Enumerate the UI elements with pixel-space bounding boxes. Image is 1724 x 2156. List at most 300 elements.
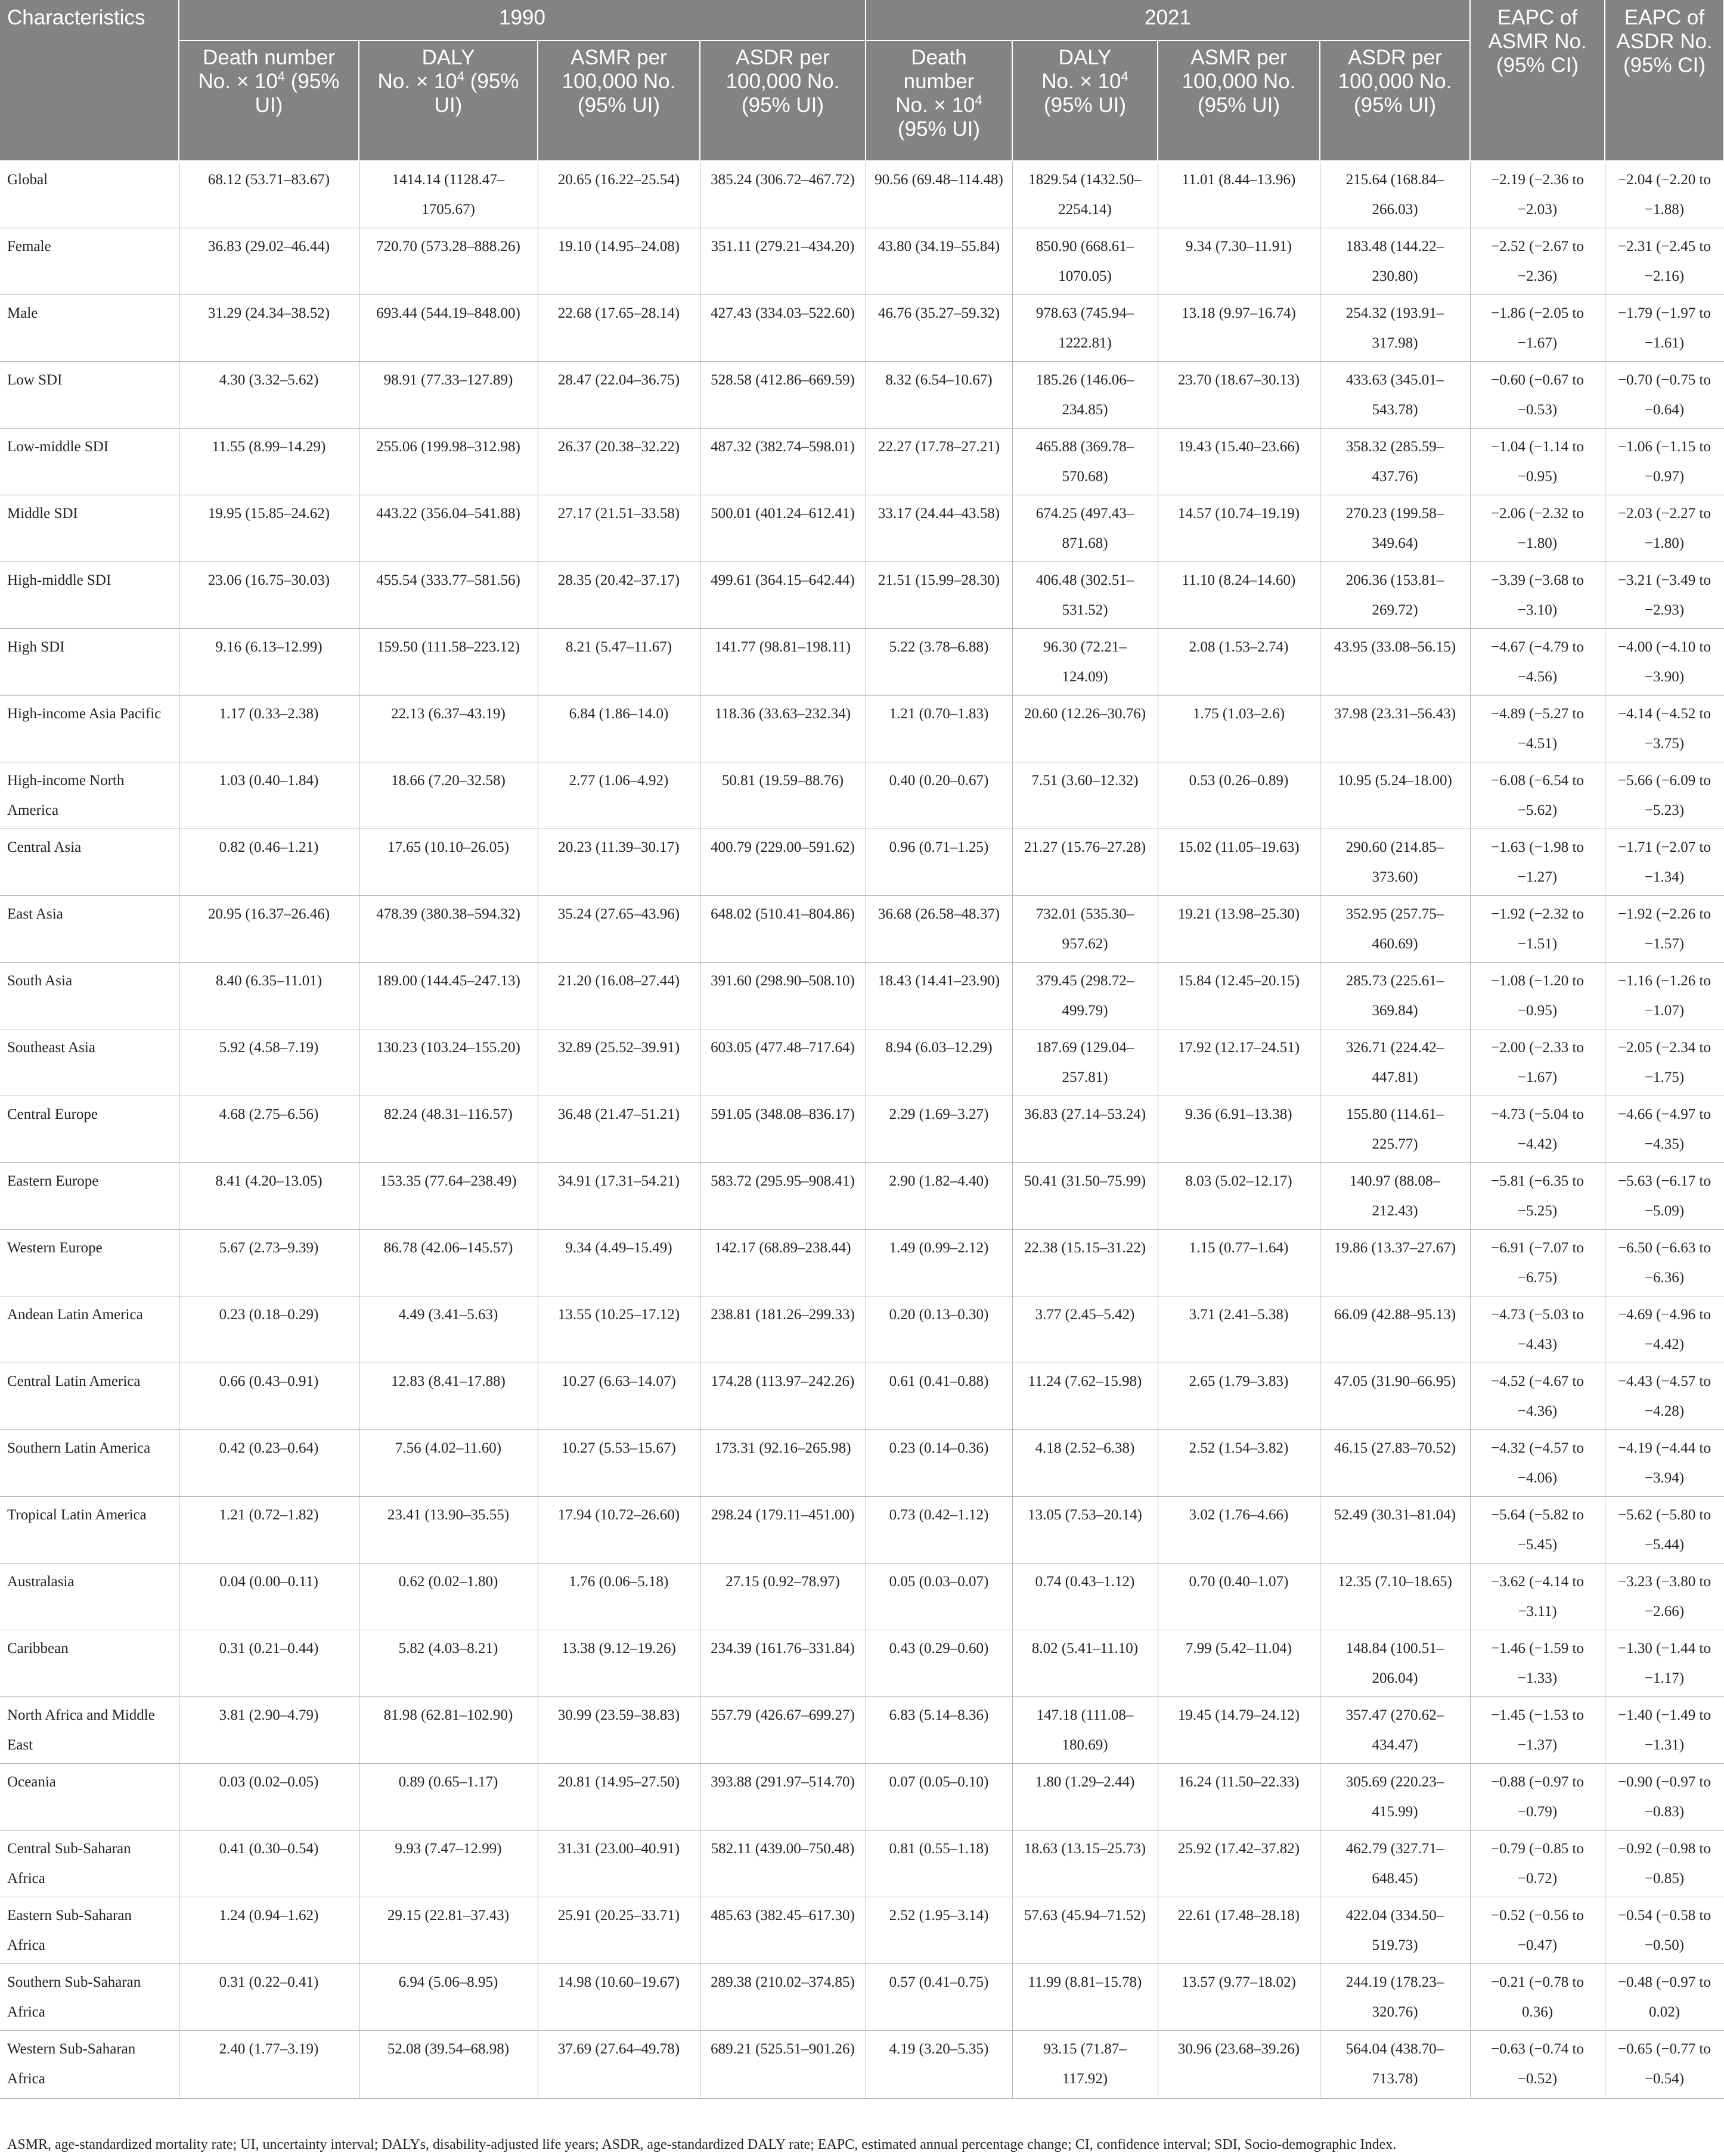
cell-asdr-1990: 351.11 (279.21–434.20) [700, 228, 866, 294]
table-row [0, 1429, 1724, 1496]
header-daly-2021: DALY No. × $10^4$ (95% UI) [1012, 41, 1158, 161]
cell-death-1990: 0.31 (0.22–0.41) [179, 1963, 359, 2030]
cell-asdr-1990: 27.15 (0.92–78.97) [700, 1563, 866, 1630]
cell-death-1990: 3.81 (2.90–4.79) [179, 1696, 359, 1763]
cell-eapc-asdr: −4.14 (−4.52 to −3.75) [1605, 695, 1724, 762]
table-header [0, 0, 1724, 161]
cell-asdr-2021: 37.98 (23.31–56.43) [1320, 695, 1470, 762]
cell-daly-1990: 478.39 (380.38–594.32) [359, 895, 538, 962]
cell-asmr-2021: 2.08 (1.53–2.74) [1158, 628, 1320, 695]
cell-asdr-1990: 142.17 (68.89–238.44) [700, 1229, 866, 1296]
cell-asmr-2021: 1.75 (1.03–2.6) [1158, 695, 1320, 762]
cell-asdr-1990: 485.63 (382.45–617.30) [700, 1897, 866, 1963]
cell-death-1990: 4.30 (3.32–5.62) [179, 361, 359, 428]
cell-death-2021: 6.83 (5.14–8.36) [866, 1696, 1012, 1763]
row-characteristic: Western Sub-Saharan Africa [0, 2030, 179, 2098]
cell-eapc-asmr: −1.45 (−1.53 to −1.37) [1470, 1696, 1605, 1763]
cell-daly-2021: 1829.54 (1432.50–2254.14) [1012, 161, 1158, 228]
cell-asmr-2021: 9.36 (6.91–13.38) [1158, 1096, 1320, 1162]
row-characteristic: High-income Asia Pacific [0, 695, 179, 762]
cell-death-1990: 2.40 (1.77–3.19) [179, 2030, 359, 2098]
cell-eapc-asdr: −4.43 (−4.57 to −4.28) [1605, 1363, 1724, 1429]
cell-asmr-1990: 6.84 (1.86–14.0) [538, 695, 700, 762]
cell-eapc-asdr: −4.19 (−4.44 to −3.94) [1605, 1429, 1724, 1496]
cell-eapc-asdr: −2.05 (−2.34 to −1.75) [1605, 1029, 1724, 1096]
cell-daly-1990: 86.78 (42.06–145.57) [359, 1229, 538, 1296]
cell-asdr-2021: 352.95 (257.75–460.69) [1320, 895, 1470, 962]
cell-asmr-1990: 30.99 (23.59–38.83) [538, 1696, 700, 1763]
header-row-years [0, 0, 1724, 41]
cell-daly-2021: 11.99 (8.81–15.78) [1012, 1963, 1158, 2030]
cell-asmr-1990: 14.98 (10.60–19.67) [538, 1963, 700, 2030]
cell-eapc-asdr: −1.92 (−2.26 to −1.57) [1605, 895, 1724, 962]
cell-daly-2021: 20.60 (12.26–30.76) [1012, 695, 1158, 762]
cell-eapc-asdr: −2.03 (−2.27 to −1.80) [1605, 495, 1724, 562]
cell-eapc-asmr: −3.39 (−3.68 to −3.10) [1470, 562, 1605, 628]
cell-asmr-1990: 34.91 (17.31–54.21) [538, 1162, 700, 1229]
cell-asmr-2021: 14.57 (10.74–19.19) [1158, 495, 1320, 562]
cell-death-2021: 0.43 (0.29–0.60) [866, 1630, 1012, 1696]
cell-asmr-1990: 28.47 (22.04–36.75) [538, 361, 700, 428]
cell-asmr-1990: 19.10 (14.95–24.08) [538, 228, 700, 294]
table-row [0, 228, 1724, 294]
cell-asdr-2021: 43.95 (33.08–56.15) [1320, 628, 1470, 695]
table-row [0, 1229, 1724, 1296]
cell-death-2021: 21.51 (15.99–28.30) [866, 562, 1012, 628]
table-row [0, 829, 1724, 895]
cell-eapc-asdr: −2.31 (−2.45 to −2.16) [1605, 228, 1724, 294]
cell-eapc-asmr: −1.63 (−1.98 to −1.27) [1470, 829, 1605, 895]
cell-eapc-asmr: −2.00 (−2.33 to −1.67) [1470, 1029, 1605, 1096]
header-eapc-asmr: EAPC of ASMR No. (95% CI) [1470, 0, 1605, 161]
row-characteristic: Australasia [0, 1563, 179, 1630]
cell-death-1990: 23.06 (16.75–30.03) [179, 562, 359, 628]
cell-asmr-2021: 0.53 (0.26–0.89) [1158, 762, 1320, 829]
cell-death-2021: 0.73 (0.42–1.12) [866, 1496, 1012, 1563]
row-characteristic: Southern Latin America [0, 1429, 179, 1496]
cell-death-1990: 0.31 (0.21–0.44) [179, 1630, 359, 1696]
cell-death-2021: 0.07 (0.05–0.10) [866, 1763, 1012, 1830]
cell-daly-1990: 22.13 (6.37–43.19) [359, 695, 538, 762]
cell-daly-2021: 7.51 (3.60–12.32) [1012, 762, 1158, 829]
cell-death-1990: 68.12 (53.71–83.67) [179, 161, 359, 228]
cell-asdr-1990: 689.21 (525.51–901.26) [700, 2030, 866, 2098]
table-row [0, 2030, 1724, 2098]
table-row [0, 161, 1724, 228]
cell-asdr-1990: 427.43 (334.03–522.60) [700, 294, 866, 361]
cell-asdr-2021: 148.84 (100.51–206.04) [1320, 1630, 1470, 1696]
cell-eapc-asdr: −0.92 (−0.98 to −0.85) [1605, 1830, 1724, 1897]
cell-death-1990: 0.03 (0.02–0.05) [179, 1763, 359, 1830]
cell-asdr-2021: 326.71 (224.42–447.81) [1320, 1029, 1470, 1096]
cell-death-2021: 33.17 (24.44–43.58) [866, 495, 1012, 562]
cell-asmr-1990: 25.91 (20.25–33.71) [538, 1897, 700, 1963]
cell-asdr-1990: 557.79 (426.67–699.27) [700, 1696, 866, 1763]
cell-asmr-1990: 28.35 (20.42–37.17) [538, 562, 700, 628]
cell-asmr-1990: 9.34 (4.49–15.49) [538, 1229, 700, 1296]
cell-asmr-1990: 20.81 (14.95–27.50) [538, 1763, 700, 1830]
cell-asmr-2021: 13.57 (9.77–18.02) [1158, 1963, 1320, 2030]
cell-asmr-1990: 32.89 (25.52–39.91) [538, 1029, 700, 1096]
cell-asmr-1990: 26.37 (20.38–32.22) [538, 428, 700, 495]
cell-eapc-asdr: −5.66 (−6.09 to −5.23) [1605, 762, 1724, 829]
cell-asdr-1990: 289.38 (210.02–374.85) [700, 1963, 866, 2030]
cell-eapc-asdr: −5.63 (−6.17 to −5.09) [1605, 1162, 1724, 1229]
table-row [0, 1563, 1724, 1630]
cell-asmr-1990: 36.48 (21.47–51.21) [538, 1096, 700, 1162]
header-death-2021: Death number No. × $10^4$ (95% UI) [866, 41, 1012, 161]
cell-asdr-2021: 140.97 (88.08–212.43) [1320, 1162, 1470, 1229]
row-characteristic: Central Asia [0, 829, 179, 895]
cell-eapc-asdr: −0.65 (−0.77 to −0.54) [1605, 2030, 1724, 2098]
cell-daly-2021: 8.02 (5.41–11.10) [1012, 1630, 1158, 1696]
cell-eapc-asmr: −4.73 (−5.03 to −4.43) [1470, 1296, 1605, 1363]
header-eapc-asdr: EAPC of ASDR No. (95% CI) [1605, 0, 1724, 161]
cell-daly-1990: 18.66 (7.20–32.58) [359, 762, 538, 829]
cell-asmr-2021: 3.71 (2.41–5.38) [1158, 1296, 1320, 1363]
cell-death-1990: 8.41 (4.20–13.05) [179, 1162, 359, 1229]
cell-asmr-1990: 22.68 (17.65–28.14) [538, 294, 700, 361]
cell-asdr-1990: 393.88 (291.97–514.70) [700, 1763, 866, 1830]
cell-asdr-1990: 499.61 (364.15–642.44) [700, 562, 866, 628]
row-characteristic: Western Europe [0, 1229, 179, 1296]
row-characteristic: Global [0, 161, 179, 228]
cell-asdr-2021: 215.64 (168.84–266.03) [1320, 161, 1470, 228]
cell-asmr-1990: 17.94 (10.72–26.60) [538, 1496, 700, 1563]
cell-daly-1990: 443.22 (356.04–541.88) [359, 495, 538, 562]
cell-eapc-asdr: −1.30 (−1.44 to −1.17) [1605, 1630, 1724, 1696]
cell-death-1990: 0.04 (0.00–0.11) [179, 1563, 359, 1630]
cell-eapc-asdr: −3.23 (−3.80 to −2.66) [1605, 1563, 1724, 1630]
cell-death-2021: 0.57 (0.41–0.75) [866, 1963, 1012, 2030]
cell-daly-2021: 93.15 (71.87–117.92) [1012, 2030, 1158, 2098]
cell-asmr-2021: 11.10 (8.24–14.60) [1158, 562, 1320, 628]
cell-asmr-2021: 1.15 (0.77–1.64) [1158, 1229, 1320, 1296]
cell-daly-1990: 29.15 (22.81–37.43) [359, 1897, 538, 1963]
cell-asdr-1990: 648.02 (510.41–804.86) [700, 895, 866, 962]
cell-asmr-2021: 13.18 (9.97–16.74) [1158, 294, 1320, 361]
cell-death-1990: 0.23 (0.18–0.29) [179, 1296, 359, 1363]
cell-asdr-1990: 50.81 (19.59–88.76) [700, 762, 866, 829]
cell-death-2021: 8.32 (6.54–10.67) [866, 361, 1012, 428]
cell-daly-2021: 185.26 (146.06–234.85) [1012, 361, 1158, 428]
cell-daly-1990: 6.94 (5.06–8.95) [359, 1963, 538, 2030]
cell-daly-1990: 12.83 (8.41–17.88) [359, 1363, 538, 1429]
cell-death-2021: 0.61 (0.41–0.88) [866, 1363, 1012, 1429]
row-characteristic: Female [0, 228, 179, 294]
cell-asdr-1990: 583.72 (295.95–908.41) [700, 1162, 866, 1229]
cell-asmr-1990: 1.76 (0.06–5.18) [538, 1563, 700, 1630]
cell-daly-2021: 187.69 (129.04–257.81) [1012, 1029, 1158, 1096]
cell-asmr-1990: 27.17 (21.51–33.58) [538, 495, 700, 562]
cell-asdr-1990: 487.32 (382.74–598.01) [700, 428, 866, 495]
cell-asdr-1990: 591.05 (348.08–836.17) [700, 1096, 866, 1162]
header-asdr-1990: ASDR per 100,000 No. (95% UI) [700, 41, 866, 161]
header-row-metrics [0, 41, 1724, 161]
cell-eapc-asmr: −6.91 (−7.07 to −6.75) [1470, 1229, 1605, 1296]
cell-eapc-asmr: −2.52 (−2.67 to −2.36) [1470, 228, 1605, 294]
cell-death-1990: 0.42 (0.23–0.64) [179, 1429, 359, 1496]
cell-daly-1990: 5.82 (4.03–8.21) [359, 1630, 538, 1696]
cell-asdr-2021: 305.69 (220.23–415.99) [1320, 1763, 1470, 1830]
cell-death-1990: 19.95 (15.85–24.62) [179, 495, 359, 562]
cell-asmr-2021: 15.84 (12.45–20.15) [1158, 962, 1320, 1029]
cell-asmr-1990: 31.31 (23.00–40.91) [538, 1830, 700, 1897]
cell-daly-2021: 850.90 (668.61–1070.05) [1012, 228, 1158, 294]
cell-daly-2021: 18.63 (13.15–25.73) [1012, 1830, 1158, 1897]
table-row [0, 762, 1724, 829]
cell-death-2021: 0.96 (0.71–1.25) [866, 829, 1012, 895]
table-row [0, 294, 1724, 361]
table-row [0, 1763, 1724, 1830]
cell-asmr-2021: 3.02 (1.76–4.66) [1158, 1496, 1320, 1563]
cell-daly-1990: 130.23 (103.24–155.20) [359, 1029, 538, 1096]
cell-death-2021: 0.20 (0.13–0.30) [866, 1296, 1012, 1363]
cell-asmr-2021: 22.61 (17.48–28.18) [1158, 1897, 1320, 1963]
cell-asdr-2021: 285.73 (225.61–369.84) [1320, 962, 1470, 1029]
cell-asdr-2021: 12.35 (7.10–18.65) [1320, 1563, 1470, 1630]
cell-eapc-asmr: −1.04 (−1.14 to −0.95) [1470, 428, 1605, 495]
cell-asmr-2021: 2.52 (1.54–3.82) [1158, 1429, 1320, 1496]
cell-asmr-2021: 15.02 (11.05–19.63) [1158, 829, 1320, 895]
table-row [0, 1363, 1724, 1429]
row-characteristic: North Africa and Middle East [0, 1696, 179, 1763]
cell-death-2021: 4.19 (3.20–5.35) [866, 2030, 1012, 2098]
cell-daly-2021: 13.05 (7.53–20.14) [1012, 1496, 1158, 1563]
table-row [0, 361, 1724, 428]
cell-daly-1990: 4.49 (3.41–5.63) [359, 1296, 538, 1363]
cell-eapc-asmr: −0.79 (−0.85 to −0.72) [1470, 1830, 1605, 1897]
row-characteristic: Central Latin America [0, 1363, 179, 1429]
cell-asdr-2021: 564.04 (438.70–713.78) [1320, 2030, 1470, 2098]
header-characteristics: Characteristics [0, 0, 179, 161]
cell-asmr-1990: 13.55 (10.25–17.12) [538, 1296, 700, 1363]
cell-daly-1990: 693.44 (544.19–848.00) [359, 294, 538, 361]
cell-daly-2021: 57.63 (45.94–71.52) [1012, 1897, 1158, 1963]
cell-death-2021: 1.49 (0.99–2.12) [866, 1229, 1012, 1296]
table-row [0, 695, 1724, 762]
cell-daly-1990: 153.35 (77.64–238.49) [359, 1162, 538, 1229]
cell-daly-2021: 22.38 (15.15–31.22) [1012, 1229, 1158, 1296]
cell-asdr-1990: 500.01 (401.24–612.41) [700, 495, 866, 562]
cell-asmr-2021: 19.43 (15.40–23.66) [1158, 428, 1320, 495]
cell-asmr-1990: 8.21 (5.47–11.67) [538, 628, 700, 695]
cell-death-2021: 2.90 (1.82–4.40) [866, 1162, 1012, 1229]
cell-asmr-1990: 21.20 (16.08–27.44) [538, 962, 700, 1029]
cell-eapc-asmr: −5.81 (−6.35 to −5.25) [1470, 1162, 1605, 1229]
cell-eapc-asmr: −0.52 (−0.56 to −0.47) [1470, 1897, 1605, 1963]
cell-asmr-2021: 11.01 (8.44–13.96) [1158, 161, 1320, 228]
row-characteristic: Southeast Asia [0, 1029, 179, 1096]
table-row [0, 1696, 1724, 1763]
cell-asmr-2021: 16.24 (11.50–22.33) [1158, 1763, 1320, 1830]
cell-daly-1990: 7.56 (4.02–11.60) [359, 1429, 538, 1496]
cell-death-1990: 1.17 (0.33–2.38) [179, 695, 359, 762]
row-characteristic: Andean Latin America [0, 1296, 179, 1363]
cell-asdr-2021: 244.19 (178.23–320.76) [1320, 1963, 1470, 2030]
cell-eapc-asdr: −6.50 (−6.63 to −6.36) [1605, 1229, 1724, 1296]
header-asdr-2021: ASDR per 100,000 No. (95% UI) [1320, 41, 1470, 161]
cell-asdr-1990: 603.05 (477.48–717.64) [700, 1029, 866, 1096]
cell-asdr-2021: 46.15 (27.83–70.52) [1320, 1429, 1470, 1496]
cell-asmr-2021: 7.99 (5.42–11.04) [1158, 1630, 1320, 1696]
header-asmr-2021: ASMR per 100,000 No. (95% UI) [1158, 41, 1320, 161]
cell-asdr-2021: 183.48 (144.22–230.80) [1320, 228, 1470, 294]
cell-eapc-asdr: −4.00 (−4.10 to −3.90) [1605, 628, 1724, 695]
cell-asdr-1990: 118.36 (33.63–232.34) [700, 695, 866, 762]
cell-eapc-asdr: −0.90 (−0.97 to −0.83) [1605, 1763, 1724, 1830]
table-row [0, 428, 1724, 495]
cell-asmr-1990: 20.23 (11.39–30.17) [538, 829, 700, 895]
cell-eapc-asmr: −0.88 (−0.97 to −0.79) [1470, 1763, 1605, 1830]
cell-asmr-1990: 37.69 (27.64–49.78) [538, 2030, 700, 2098]
cell-death-2021: 90.56 (69.48–114.48) [866, 161, 1012, 228]
cell-death-2021: 5.22 (3.78–6.88) [866, 628, 1012, 695]
cell-asdr-2021: 290.60 (214.85–373.60) [1320, 829, 1470, 895]
cell-asdr-1990: 528.58 (412.86–669.59) [700, 361, 866, 428]
cell-eapc-asdr: −3.21 (−3.49 to −2.93) [1605, 562, 1724, 628]
cell-eapc-asmr: −6.08 (−6.54 to −5.62) [1470, 762, 1605, 829]
table-row [0, 1296, 1724, 1363]
row-characteristic: Eastern Sub-Saharan Africa [0, 1897, 179, 1963]
cell-asdr-2021: 270.23 (199.58–349.64) [1320, 495, 1470, 562]
cell-daly-2021: 978.63 (745.94–1222.81) [1012, 294, 1158, 361]
cell-eapc-asdr: −2.04 (−2.20 to −1.88) [1605, 161, 1724, 228]
cell-daly-2021: 406.48 (302.51–531.52) [1012, 562, 1158, 628]
cell-eapc-asmr: −5.64 (−5.82 to −5.45) [1470, 1496, 1605, 1563]
table-row [0, 962, 1724, 1029]
cell-asdr-1990: 298.24 (179.11–451.00) [700, 1496, 866, 1563]
cell-death-1990: 0.41 (0.30–0.54) [179, 1830, 359, 1897]
cell-asmr-1990: 2.77 (1.06–4.92) [538, 762, 700, 829]
cell-asdr-2021: 66.09 (42.88–95.13) [1320, 1296, 1470, 1363]
table-row [0, 1963, 1724, 2030]
cell-eapc-asdr: −1.79 (−1.97 to −1.61) [1605, 294, 1724, 361]
cell-asdr-1990: 234.39 (161.76–331.84) [700, 1630, 866, 1696]
cell-eapc-asmr: −1.92 (−2.32 to −1.51) [1470, 895, 1605, 962]
cell-asdr-2021: 47.05 (31.90–66.95) [1320, 1363, 1470, 1429]
row-characteristic: Low-middle SDI [0, 428, 179, 495]
cell-eapc-asmr: −4.89 (−5.27 to −4.51) [1470, 695, 1605, 762]
table-footnote: ASMR, age-standardized mortality rate; UI, uncertainty interval; DALYs, disability-adjusted life years; ASDR, age-standardized DALY rate; EAPC, estimated annual percentage change; CI, confidence interval; SDI, Socio-demographic Index. [7, 2137, 1397, 2152]
row-characteristic: Central Sub-Saharan Africa [0, 1830, 179, 1897]
cell-asdr-1990: 173.31 (92.16–265.98) [700, 1429, 866, 1496]
cell-daly-1990: 82.24 (48.31–116.57) [359, 1096, 538, 1162]
cell-death-2021: 43.80 (34.19–55.84) [866, 228, 1012, 294]
cell-eapc-asmr: −4.67 (−4.79 to −4.56) [1470, 628, 1605, 695]
cell-eapc-asdr: −0.54 (−0.58 to −0.50) [1605, 1897, 1724, 1963]
cell-death-2021: 36.68 (26.58–48.37) [866, 895, 1012, 962]
cell-eapc-asmr: −1.46 (−1.59 to −1.33) [1470, 1630, 1605, 1696]
cell-eapc-asdr: −4.66 (−4.97 to −4.35) [1605, 1096, 1724, 1162]
cell-daly-1990: 159.50 (111.58–223.12) [359, 628, 538, 695]
cell-daly-1990: 455.54 (333.77–581.56) [359, 562, 538, 628]
cell-death-2021: 0.81 (0.55–1.18) [866, 1830, 1012, 1897]
cell-daly-2021: 50.41 (31.50–75.99) [1012, 1162, 1158, 1229]
cell-eapc-asdr: −1.06 (−1.15 to −0.97) [1605, 428, 1724, 495]
table-row [0, 1830, 1724, 1897]
cell-eapc-asdr: −4.69 (−4.96 to −4.42) [1605, 1296, 1724, 1363]
cell-eapc-asmr: −2.19 (−2.36 to −2.03) [1470, 161, 1605, 228]
cell-asmr-2021: 0.70 (0.40–1.07) [1158, 1563, 1320, 1630]
cell-death-1990: 4.68 (2.75–6.56) [179, 1096, 359, 1162]
cell-asmr-2021: 25.92 (17.42–37.82) [1158, 1830, 1320, 1897]
table-row [0, 1096, 1724, 1162]
cell-daly-2021: 96.30 (72.21–124.09) [1012, 628, 1158, 695]
header-year-1990: 1990 [179, 0, 866, 41]
cell-death-2021: 2.52 (1.95–3.14) [866, 1897, 1012, 1963]
cell-eapc-asdr: −5.62 (−5.80 to −5.44) [1605, 1496, 1724, 1563]
cell-daly-2021: 11.24 (7.62–15.98) [1012, 1363, 1158, 1429]
cell-death-2021: 8.94 (6.03–12.29) [866, 1029, 1012, 1096]
header-death-1990: Death number No. × $10^4$ (95% UI) [179, 41, 359, 161]
row-characteristic: Southern Sub-Saharan Africa [0, 1963, 179, 2030]
cell-asdr-2021: 462.79 (327.71–648.45) [1320, 1830, 1470, 1897]
cell-death-2021: 1.21 (0.70–1.83) [866, 695, 1012, 762]
cell-death-1990: 31.29 (24.34–38.52) [179, 294, 359, 361]
header-asmr-1990: ASMR per 100,000 No. (95% UI) [538, 41, 700, 161]
header-daly-1990: DALY No. × $10^4$ (95% UI) [359, 41, 538, 161]
cell-daly-2021: 1.80 (1.29–2.44) [1012, 1763, 1158, 1830]
cell-asdr-1990: 385.24 (306.72–467.72) [700, 161, 866, 228]
cell-asmr-2021: 9.34 (7.30–11.91) [1158, 228, 1320, 294]
row-characteristic: Oceania [0, 1763, 179, 1830]
row-characteristic: East Asia [0, 895, 179, 962]
cell-death-1990: 0.66 (0.43–0.91) [179, 1363, 359, 1429]
cell-asmr-1990: 10.27 (5.53–15.67) [538, 1429, 700, 1496]
row-characteristic: High SDI [0, 628, 179, 695]
table-row [0, 1630, 1724, 1696]
cell-death-2021: 0.05 (0.03–0.07) [866, 1563, 1012, 1630]
cell-eapc-asmr: −1.08 (−1.20 to −0.95) [1470, 962, 1605, 1029]
cell-eapc-asdr: −1.40 (−1.49 to −1.31) [1605, 1696, 1724, 1763]
row-characteristic: South Asia [0, 962, 179, 1029]
cell-eapc-asdr: −0.70 (−0.75 to −0.64) [1605, 361, 1724, 428]
cell-asdr-2021: 357.47 (270.62–434.47) [1320, 1696, 1470, 1763]
cell-death-1990: 0.82 (0.46–1.21) [179, 829, 359, 895]
cell-daly-2021: 674.25 (497.43–871.68) [1012, 495, 1158, 562]
row-characteristic: High-middle SDI [0, 562, 179, 628]
cell-daly-1990: 9.93 (7.47–12.99) [359, 1830, 538, 1897]
cell-asdr-1990: 391.60 (298.90–508.10) [700, 962, 866, 1029]
cell-asmr-1990: 20.65 (16.22–25.54) [538, 161, 700, 228]
table-row [0, 1897, 1724, 1963]
row-characteristic: Middle SDI [0, 495, 179, 562]
cell-asmr-2021: 8.03 (5.02–12.17) [1158, 1162, 1320, 1229]
cell-eapc-asmr: −1.86 (−2.05 to −1.67) [1470, 294, 1605, 361]
cell-asdr-2021: 358.32 (285.59–437.76) [1320, 428, 1470, 495]
cell-death-2021: 18.43 (14.41–23.90) [866, 962, 1012, 1029]
cell-asdr-1990: 400.79 (229.00–591.62) [700, 829, 866, 895]
cell-eapc-asdr: −1.16 (−1.26 to −1.07) [1605, 962, 1724, 1029]
cell-death-2021: 46.76 (35.27–59.32) [866, 294, 1012, 361]
cell-asdr-2021: 52.49 (30.31–81.04) [1320, 1496, 1470, 1563]
cell-daly-1990: 255.06 (199.98–312.98) [359, 428, 538, 495]
cell-asmr-2021: 17.92 (12.17–24.51) [1158, 1029, 1320, 1096]
cell-eapc-asmr: −4.32 (−4.57 to −4.06) [1470, 1429, 1605, 1496]
cell-asdr-2021: 19.86 (13.37–27.67) [1320, 1229, 1470, 1296]
cell-asmr-2021: 19.45 (14.79–24.12) [1158, 1696, 1320, 1763]
cell-asdr-1990: 238.81 (181.26–299.33) [700, 1296, 866, 1363]
cell-asdr-2021: 422.04 (334.50–519.73) [1320, 1897, 1470, 1963]
cell-daly-1990: 1414.14 (1128.47–1705.67) [359, 161, 538, 228]
cell-asmr-1990: 13.38 (9.12–19.26) [538, 1630, 700, 1696]
cell-eapc-asmr: −0.63 (−0.74 to −0.52) [1470, 2030, 1605, 2098]
table-row [0, 628, 1724, 695]
cell-daly-1990: 17.65 (10.10–26.05) [359, 829, 538, 895]
cell-asdr-2021: 155.80 (114.61–225.77) [1320, 1096, 1470, 1162]
cell-asdr-2021: 10.95 (5.24–18.00) [1320, 762, 1470, 829]
